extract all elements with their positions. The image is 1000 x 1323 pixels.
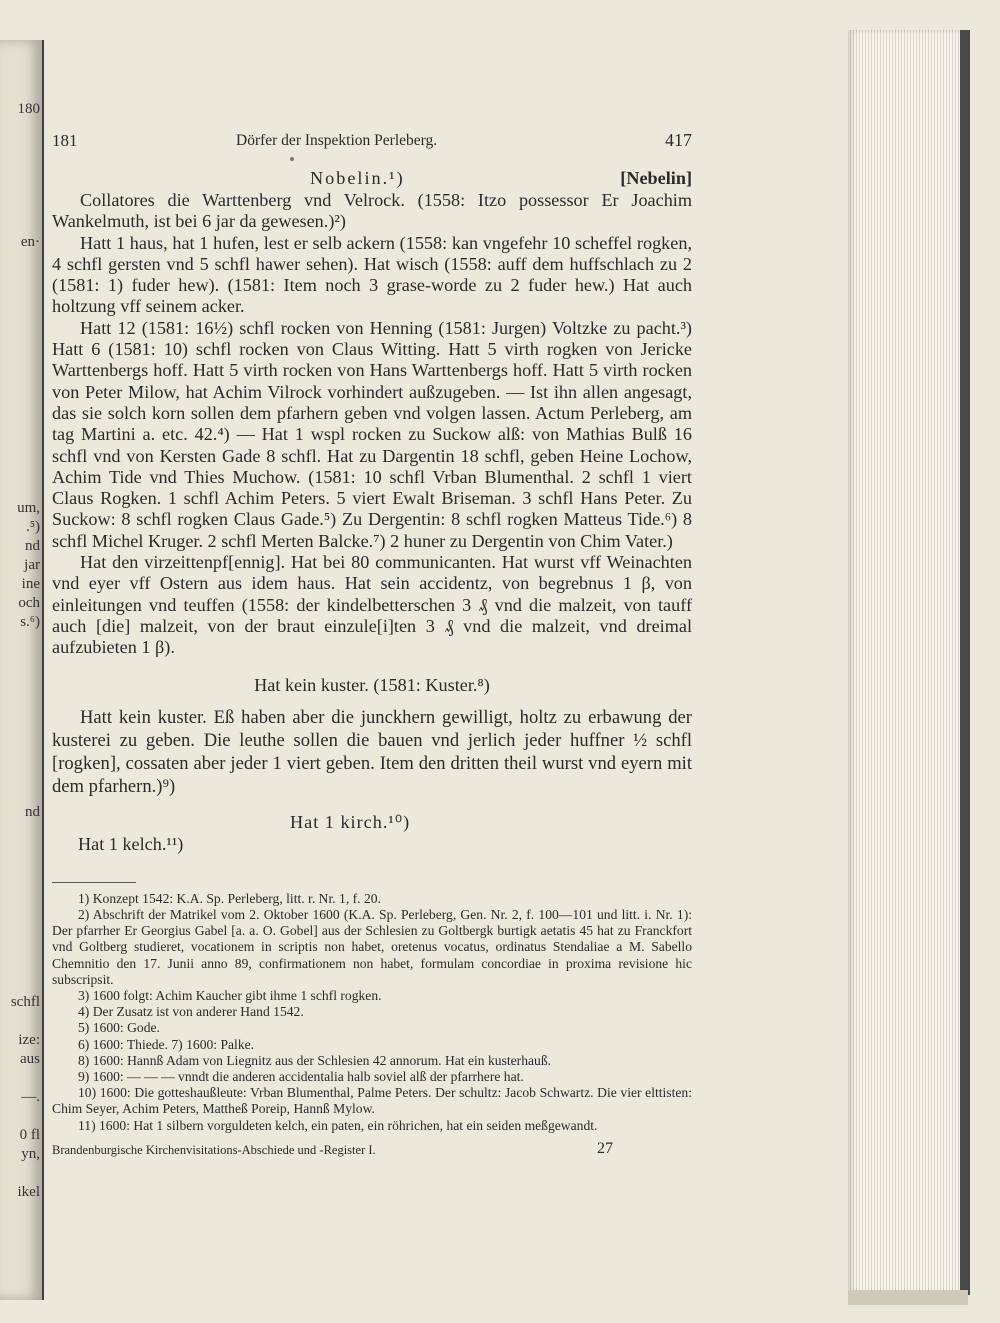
footnote-10: 10) 1600: Die gotteshaußleute: Vrban Blumenthal, Palme Peters. Der schultz: Jacob Schwartz. Die vier elttisten: Chim Seyer, Achim Peters, Mattheß Poreip, Hannß Mylow. [52, 1085, 692, 1117]
left-page-fragment: yn, [21, 1146, 40, 1162]
page-block-bottom [848, 1290, 968, 1305]
running-header [52, 130, 692, 156]
footnote-rule [52, 882, 136, 883]
paragraph-accidentz: Hat den virzeittenpf[ennig]. Hat bei 80 communicanten. Hat wurst vff Weinachten vnd eyer vff Ostern aus idem haus. Hat sein accidentz, von begrebnus 1 β, von einleitungen vnd teuffen (1558: der kindelbetterschen 3 ₰ vnd die malzeit, von tauff auch [die] malzeit, von der braut einzule[i]ten 3 ₰ vnd die malzeit, vnd dreimal aufzubieten 1 β). [52, 552, 692, 658]
series-title: Brandenburgische Kirchenvisitations-Abschiede und -Register I. [52, 1142, 376, 1157]
left-page-fragment: ine [21, 576, 40, 592]
kelch-line: Hat 1 kelch.¹¹) [78, 833, 184, 854]
left-page-fragment: aus [20, 1051, 40, 1067]
footnote-1: 1) Konzept 1542: K.A. Sp. Perleberg, litt. r. Nr. 1, f. 20. [78, 890, 381, 906]
page-footer [52, 1140, 692, 1160]
entry-title: Nobelin.¹) [310, 168, 405, 188]
right-page-number: 417 [665, 130, 692, 150]
left-page-fragment: .⁵) [26, 519, 40, 535]
adjacent-left-page [0, 40, 46, 1300]
left-page-fragment: en· [20, 234, 40, 250]
footnote-4: 4) Der Zusatz ist von anderer Hand 1542. [78, 1004, 304, 1020]
left-page-fragment: jar [24, 557, 40, 573]
left-page-fragment: 0 fl [19, 1127, 40, 1143]
running-title: Dörfer der Inspektion Perleberg. [236, 132, 438, 149]
footnote-9: 9) 1600: — — — vnndt die anderen accidentalia halb soviel alß der pfarrhere hat. [78, 1069, 524, 1085]
left-page-fragment: um, [17, 500, 40, 516]
paragraph-collatores: Collatores die Warttenberg vnd Velrock. (1558: Itzo possessor Er Joachim Wankelmuth, ist bei 6 jar da gewesen.)²) [52, 190, 692, 232]
page-content [52, 130, 692, 1160]
left-page-fragment: —. [21, 1089, 40, 1105]
footnote-2: 2) Abschrift der Matrikel vom 2. Oktober 1600 (K.A. Sp. Perleberg, Gen. Nr. 2, f. 100—101 und litt. i. Nr. 1): Der pfarrher Er Georgius Gabel [a. a. O. Gobel] aus der Schlesien zu Goltbergk burtigk aetatis 45 hat zu Franckfort vnd Goltberg studieret, vocationem in scriptis non habet, oretenus vocatus, ordinatus Stendaliae a M. Sabello Chemnitio den 17. Junii anno 89, confirmationem non habet, formulam concordiae in proxima revisione hic subscripsit. [52, 907, 692, 987]
left-page-fragment: ikel [17, 1184, 40, 1200]
footnote-8: 8) 1600: Hannß Adam von Liegnitz aus der Schlesien 42 annorum. Hat ein kusterhauß. [78, 1052, 552, 1068]
footnote-5: 5) 1600: Gode. [78, 1020, 160, 1036]
kirch-block [52, 812, 692, 868]
left-page-fragment: 180 [17, 101, 40, 117]
left-page-fragment: s.⁶) [20, 614, 40, 630]
entry-title-line [52, 168, 692, 190]
signature-mark: 27 [597, 1139, 613, 1157]
left-page-fragment: ize: [18, 1032, 40, 1048]
paragraph-haus: Hatt 1 haus, hat 1 hufen, lest er selb ackern (1558: kan vngefehr 10 scheffel rogken, 4 schfl gersten vnd 5 schfl hawer sehen). Hat wisch (1558: auff dem huffschlach zu 2 (1581: 1) fuder hew). (1581: Item noch 3 grase-worde zu 2 fuder hew.) Hat auch holtzung vff seinem acker. [52, 232, 692, 317]
left-page-fragment: nd [25, 538, 40, 554]
page-block-edge [848, 30, 970, 1295]
left-page-fragment: och [18, 595, 40, 611]
footnote-11: 11) 1600: Hat 1 silbern vorguldeten kelch, ein paten, ein röhrichen, hat ein seiden meßgewandt. [78, 1117, 598, 1133]
footnotes [52, 891, 692, 1134]
kuster-heading: Hat kein kuster. (1581: Kuster.⁸) [254, 674, 490, 695]
left-page-fragment: schfl [10, 994, 40, 1010]
entry-title-bracket: [Nebelin] [620, 168, 692, 188]
kirch-heading: Hat 1 kirch.¹⁰) [290, 811, 411, 832]
footnote-6-7: 6) 1600: Thiede. 7) 1600: Palke. [78, 1036, 255, 1052]
left-page-number: 181 [52, 131, 78, 150]
left-page-fragment: nd [25, 804, 40, 820]
paragraph-kuster: Hatt kein kuster. Eß haben aber die junckhern gewilligt, holtz zu erbawung der kusterei zu geben. Die leuthe sollen die bauen vnd jerlich jeder huffner ½ schfl [rogken], cossaten aber jeder 1 viert geben. Item den dritten theil wurst vnd eyern mit dem pfarhern.)⁹) [52, 706, 692, 797]
paragraph-pacht: Hatt 12 (1581: 16½) schfl rocken von Henning (1581: Jurgen) Voltzke zu pacht.³) Hatt 6 (1581: 10) schfl rocken von Claus Witting. Hatt 5 virth rogken von Jericke Warttenbergs hoff. Hatt 5 virth rocken von Hans Warttenbergs hoff. Hatt 5 virth rocken von Peter Milow, hat Achim Vilrock vorhindert außzugeben. — Ist ihn allen angesagt, das sie solch korn sollen dem pfarhern geben vnd volgen lassen. Actum Perleberg, am tag Martini a. etc. 42.⁴) — Hat 1 wspl rocken zu Suckow alß: von Mathias Bulß 16 schfl vnd von Kersten Gade 8 schfl. Hat zu Dargentin 18 schfl, geben Heine Lochow, Achim Tide vnd Thies Muchow. (1581: 10 schfl Vrban Blumenthal. 2 schfl 1 viert Claus Rogken. 1 schfl Achim Peters. 5 viert Ewalt Briseman. 3 schfl Hans Peter. Zu Suckow: 8 schfl rogken Claus Gade.⁵) Zu Dergentin: 8 schfl rogken Matteus Tide.⁶) 8 schfl Michel Kruger. 2 schfl Merten Balcke.⁷) 2 huner zu Dergentin von Chim Vater.) [52, 317, 692, 551]
footnote-3: 3) 1600 folgt: Achim Kaucher gibt ihme 1 schfl rogken. [78, 988, 382, 1004]
